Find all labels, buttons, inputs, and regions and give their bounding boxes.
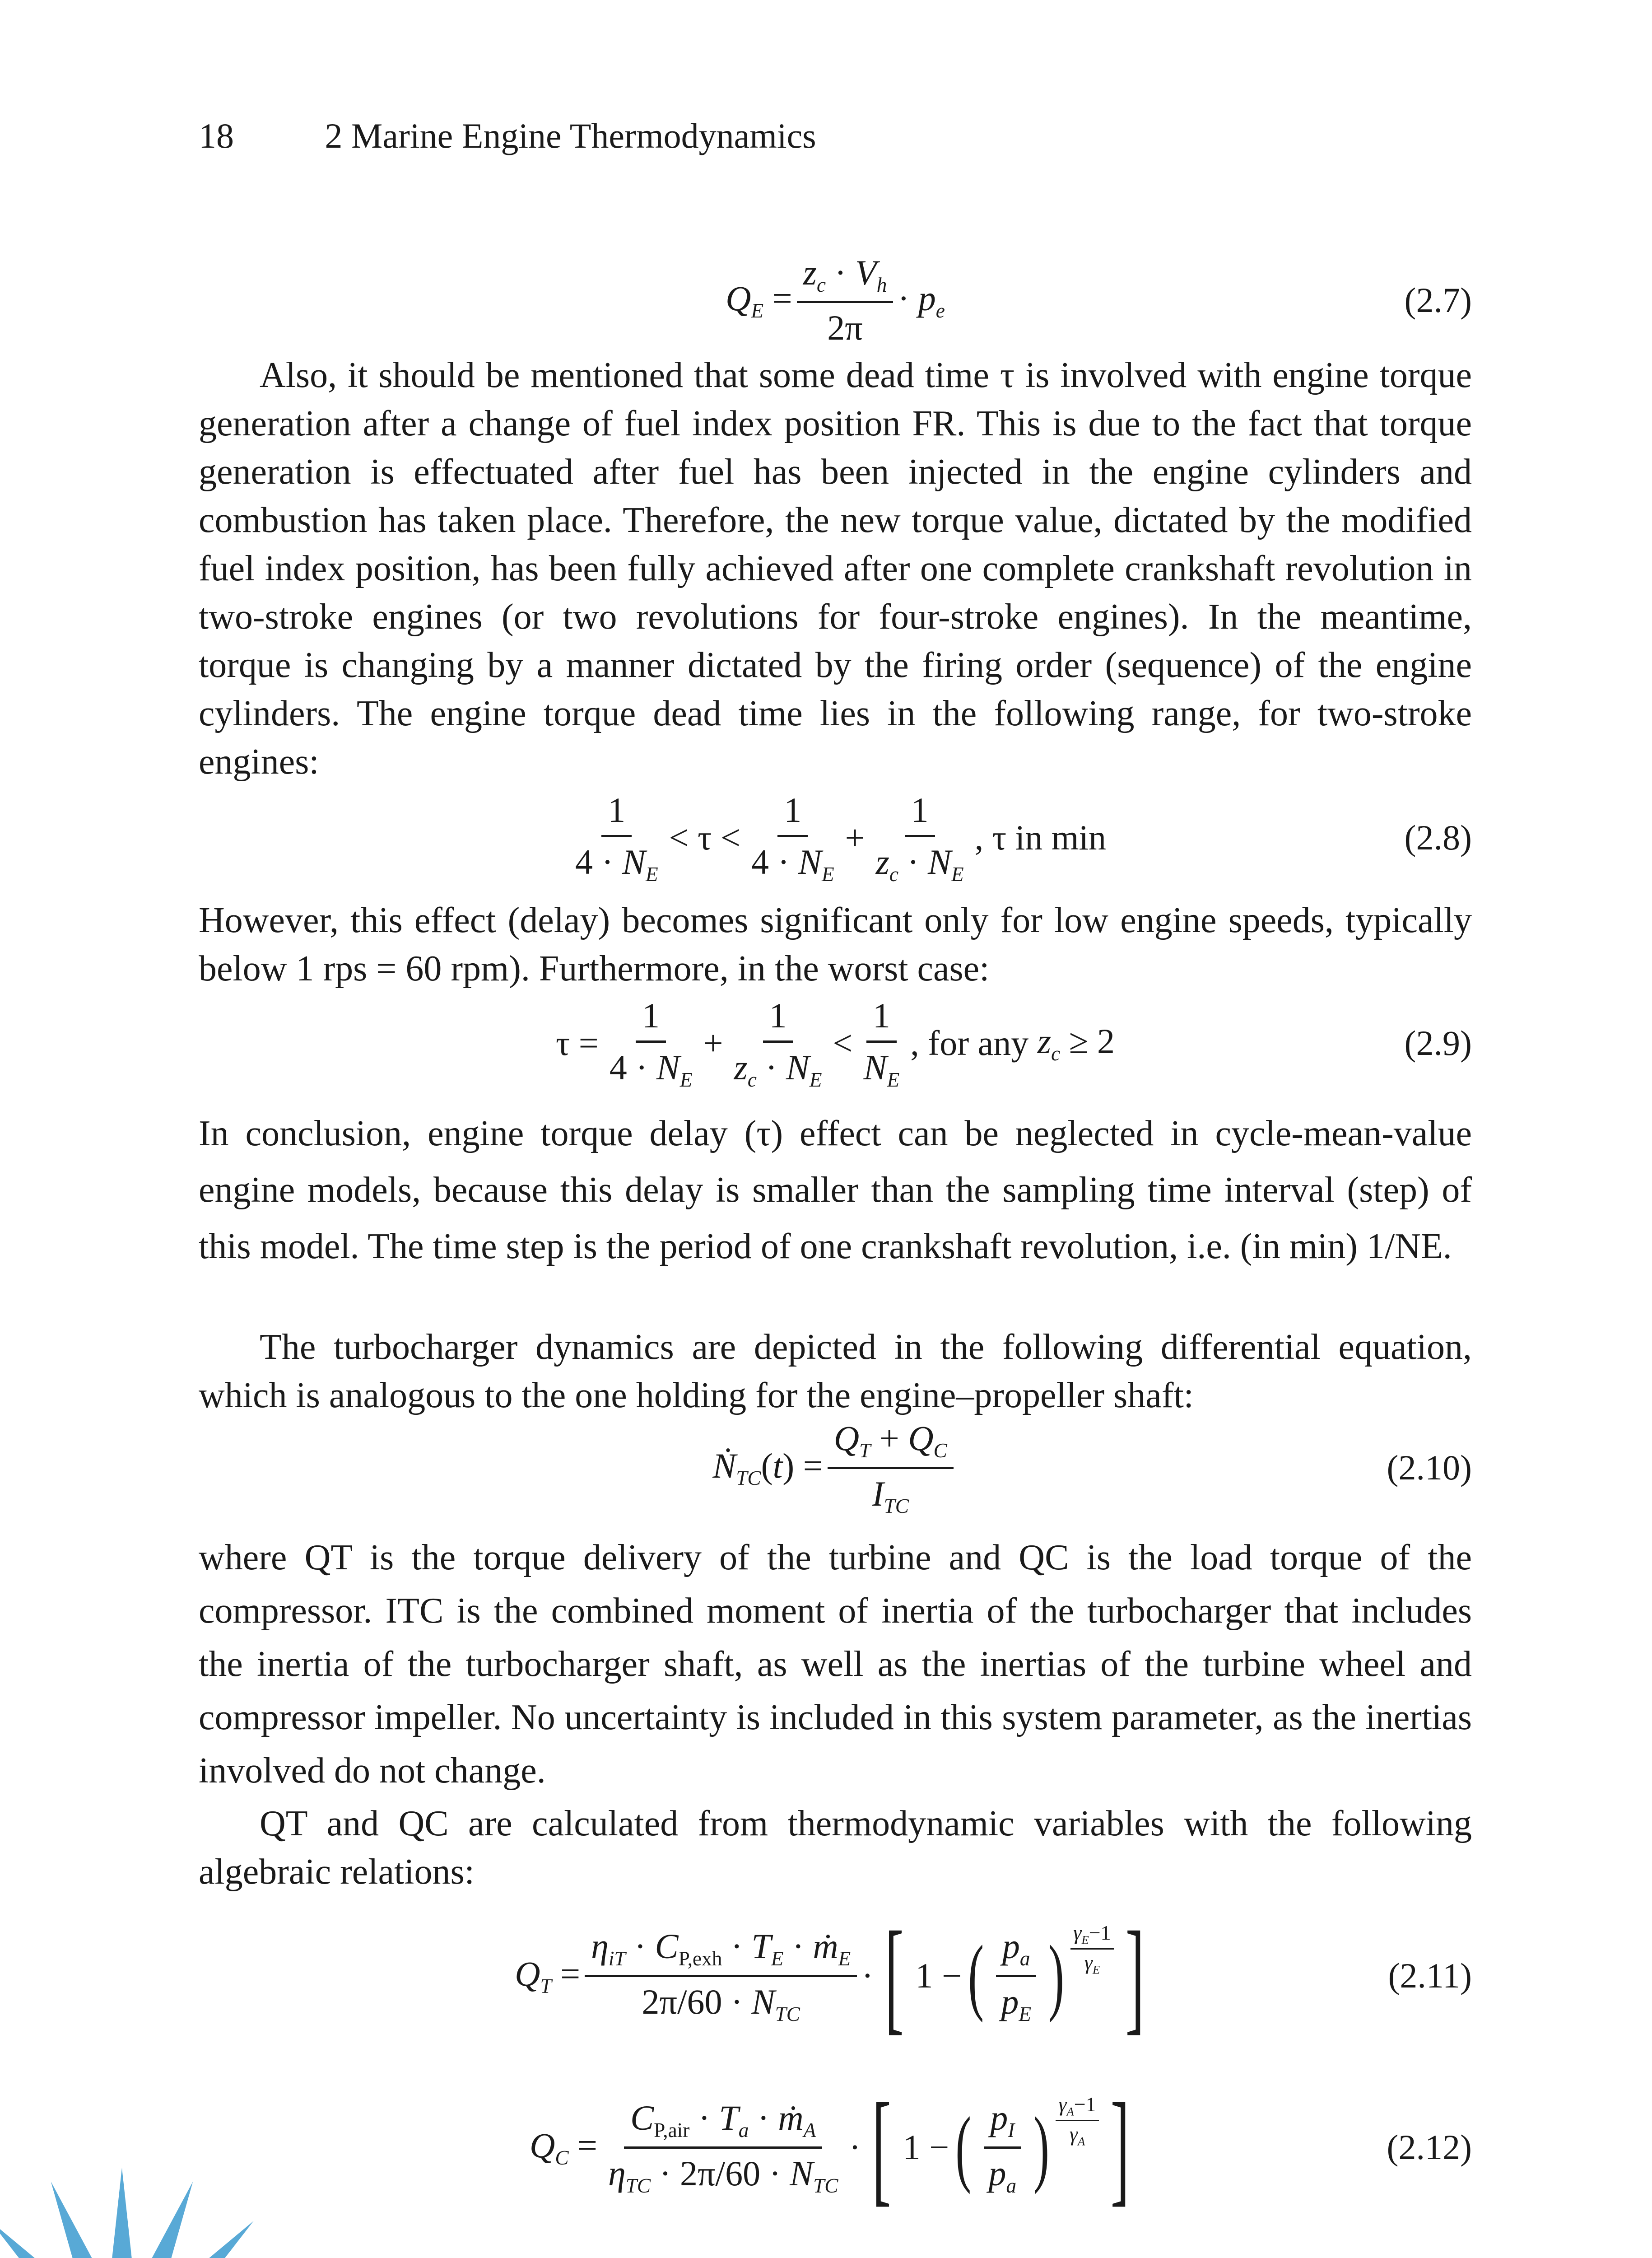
paragraph-conclusion: In conclusion, engine torque delay (τ) effect can be neglected in cycle-mean-value engine models, because this delay is smaller than the sampling time interval (step) of this model. The time step is the period of one crankshaft revolution, i.e. (in min) 1/NE. [199, 1114, 1472, 1266]
equation-number: (2.9) [1404, 1023, 1472, 1063]
equation-number: (2.12) [1387, 2127, 1472, 2167]
paragraph-where: where QT is the torque delivery of the turbine and QC is the load torque of the compressor. ITC is the combined moment of inertia of the turbocharger that includes the inertia of the turbocharger shaft, as well as the inertias of the turbine wheel and compressor impeller. No uncertainty is included in this system parameter, as the inertias involved do not change. [199, 1538, 1472, 1791]
paragraph-delay: However, this effect (delay) becomes significant only for low engine speeds, typically below 1 rps = 60 rpm). Furthermore, in the worst case: [199, 900, 1472, 989]
equation-number: (2.8) [1404, 818, 1472, 857]
equation-number: (2.10) [1387, 1448, 1472, 1487]
paragraph-turbocharger: The turbocharger dynamics are depicted in the following differential equation, which is analogous to the one holding for the engine–propeller shaft: [199, 1327, 1472, 1415]
watermark-sun-logo [0, 2159, 1652, 2258]
equation-2-9: τ = $\frac{1}{4 \cdot N_E}$ + $\frac{1}{z_c \cdot N_E}$ < $\frac{1}{N_E}$ , for any $z_c \ge 2$ (2.9) [555, 995, 1472, 1091]
equation-2-7: $Q_E$ = $\frac{z_c \cdot V_h}{2\pi}$ · $p_e$ (2.7) [726, 252, 1472, 348]
paragraph-algebraic: QT and QC are calculated from thermodynamic variables with the following algebraic relations: [199, 1804, 1472, 1892]
equation-number: (2.7) [1404, 280, 1472, 320]
paragraph-dead-time: Also, it should be mentioned that some dead time τ is involved with engine torque generation after a change of fuel index position FR. This is due to the fact that torque generation is effectuated after fuel has been injected in the engine cylinders and combustion has taken place. Therefore, the new torque value, dictated by the modified fuel index position, has been fully achieved after one complete crankshaft revolution in two-stroke engines (or two revolutions for four-stroke engines). In the meantime, torque is changing by a manner dictated by the firing order (sequence) of the engine cylinders. The engine torque dead time lies in the following range, for two-stroke engines: [199, 355, 1472, 782]
running-header [199, 118, 816, 154]
running-title: 2 Marine Engine Thermodynamics [325, 116, 816, 155]
equation-suffix: , τ in min [974, 818, 1107, 857]
equation-2-12: $Q_C$ = $\frac{C_{P,air} \cdot T_a \cdot ṁ_A}{\eta_{TC} \cdot 2\pi/60 \cdot N_{TC}}$ · [ 1 − ( $\frac{p_I}{p_a}$ ) $\gamma_A-1$ $\gamma_A$ ] (2.12) [529, 2077, 1472, 2217]
equation-2-10: Ṅ$_{TC}$(t) = $\frac{Q_T + Q_C}{I_{TC}}$ (2.10) [712, 1418, 1472, 1517]
equation-2-11: $Q_T$ = $\frac{\eta_{iT} \cdot C_{P,exh} \cdot T_E \cdot ṁ_E}{2\pi/60 \cdot N_{TC}}$ · [ 1 − ( $\frac{p_a}{p_E}$ ) $\gamma_E-1$ $\gamma_E$ ] (2.11) [515, 1905, 1472, 2046]
equation-suffix: , for any [910, 1023, 1029, 1063]
equation-number: (2.11) [1388, 1956, 1472, 1995]
page-number: 18 [199, 116, 234, 155]
equation-2-8: $\frac{1}{4 \cdot N_E}$ < τ < $\frac{1}{4 \cdot N_E}$ + $\frac{1}{z_c \cdot N_E}$ , τ in min (2.8) [575, 790, 1472, 886]
